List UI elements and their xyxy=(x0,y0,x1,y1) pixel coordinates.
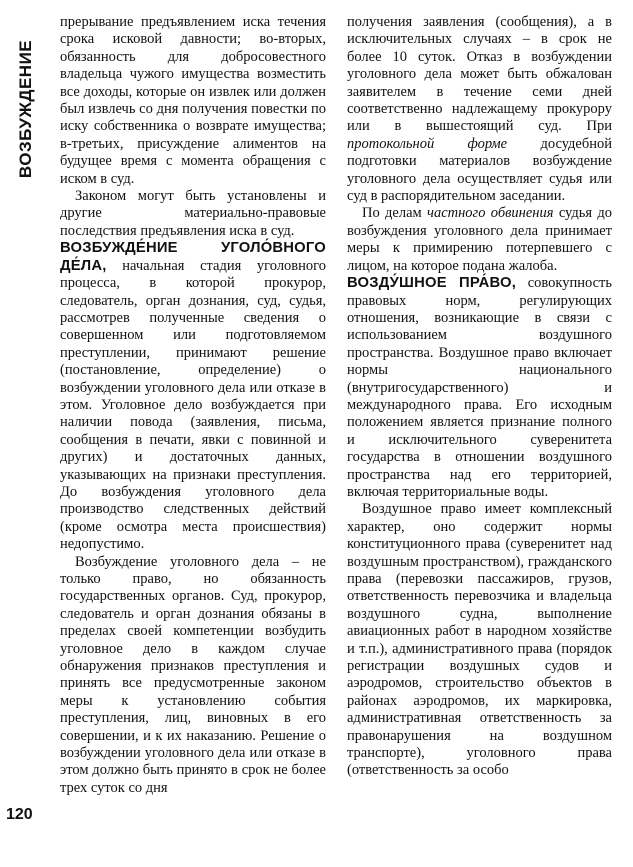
left-column xyxy=(60,14,326,797)
paragraph: Воздушное право имеет комплексный характер, оно содержит нормы конституционного права (суверенитет над воздушным пространством), гражданского права (перевозки пассажиров, грузов, ответственность перевозчика и владельца воздушного судна, выполнение авиационных работ в народном хозяйстве и т.п.), административного права (порядок регистрации воздушных судов и аэродромов, строительство объектов в районах аэродромов, их маркировка, административная ответственность за правонарушения на воздушном транспорте), уголовного права (ответственность за особо xyxy=(347,501,612,779)
dictionary-entry xyxy=(60,240,326,553)
paragraph-text: По делам xyxy=(362,205,422,222)
emphasis-text: частного обвинения xyxy=(427,205,554,222)
paragraph-text: получения заявления (сообщения), а в исключительных случаях – в срок не более 10 суток. Отказ в возбуждении уголовного дела может быть обжалован заявителем в течение семи дней соответственно надлежащему прокурору или в вышестоящий суд. При xyxy=(347,14,612,135)
entry-definition: совокупность правовых норм, регулирующих отношения, возникающие в связи с использованием воздушного пространства. Воздушное право включает нормы национального (внутригосударственного) и международного права. Его исходным положением является признание полного и исключительного суверенитета государства в отношении воздушного пространства над его территорией, включая территориальные воды. xyxy=(347,275,612,500)
dictionary-entry xyxy=(347,275,612,501)
entry-headword: ВОЗБУЖДЕ́НИЕ УГОЛО́ВНОГО ДЕ́ЛА, xyxy=(60,240,326,274)
right-column xyxy=(347,14,612,780)
paragraph xyxy=(347,205,612,275)
paragraph: Законом могут быть установлены и другие материально-правовые последствия предъявления иска в суд. xyxy=(60,188,326,239)
emphasis-text: протокольной форме xyxy=(347,135,508,152)
running-header-text: ВОЗБУЖДЕНИЕ xyxy=(16,39,35,179)
paragraph: Возбуждение уголовного дела – не только право, но обязанность государственных органов. Суд, прокурор, следователь и орган дознания обязаны в пределах своей компетенции возбудить уголовное дело в каждом случае обнаружения признаков преступления и принять все предусмотренные законом меры к установлению события преступления, лиц, виновных в его совершении, и к их наказанию. Решение о возбуждении уголовного дела или отказе в этом должно быть принято в срок не более трех суток со дня xyxy=(60,553,326,796)
paragraph xyxy=(347,14,612,205)
paragraph-text: досудебной подготовки материалов возбуждение уголовного дела осуществляет судья или суд в распорядительном заседании. xyxy=(347,135,612,205)
running-header xyxy=(4,14,48,204)
entry-definition: начальная стадия уголовного процесса, в которой прокурор, следователь, орган дознания, суд, судья, рассмотрев полученные сведения о совершенном или подготовляемом преступлении, принимают решение (постановление, определение) о возбуждении уголовного дела или отказе в этом. Уголовное дело возбуждается при наличии повода (заявления, письма, сообщения в печати, явки с повинной и других) и достаточных данных, указывающих на признаки преступления. До возбуждения уголовного дела производство следственных действий (кроме осмотра места происшествия) недопустимо. xyxy=(60,257,327,553)
paragraph-text: судья до возбуждения уголовного дела принимает меры к примирению потерпевшего с лицом, на которое подана жалоба. xyxy=(347,205,612,274)
page-number: 120 xyxy=(6,806,33,823)
entry-headword: ВОЗДУ́ШНОЕ ПРА́ВО, xyxy=(347,275,517,292)
paragraph: прерывание предъявлением иска течения срока исковой давности; во-вторых, обязанность для добросовестного владельца чужого имущества возместить все доходы, которые он извлек или должен был извлечь со дня получения повестки по иску собственника о возврате имущества; в-третьих, присуждение алиментов на будущее время с момента обращения с иском в суд. xyxy=(60,14,326,187)
